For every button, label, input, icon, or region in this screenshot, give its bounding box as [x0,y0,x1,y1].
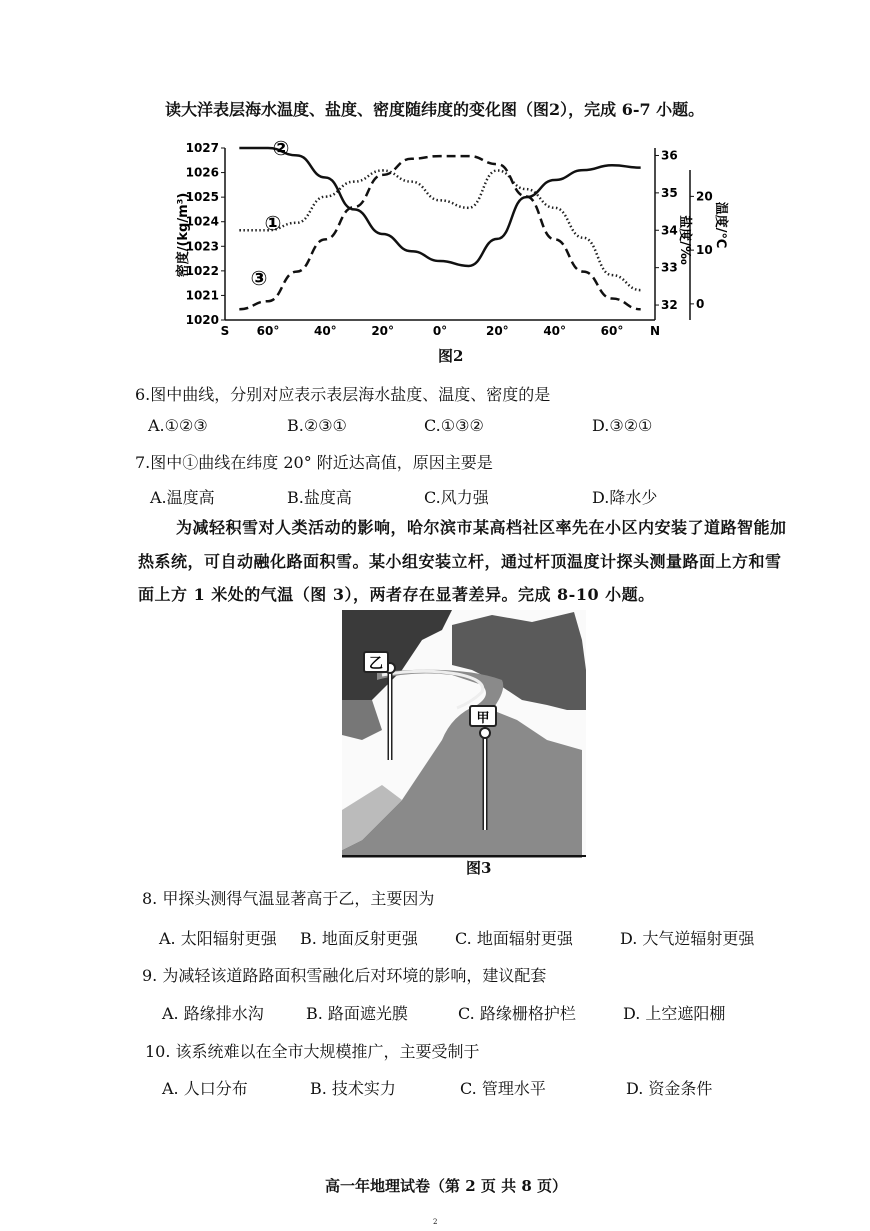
q7-option-a[interactable]: A.温度高 [150,488,215,507]
figure3-caption: 图3 [466,859,492,877]
figure2-chart [165,130,728,345]
x-tick-label: 40° [313,324,337,338]
salinity-tick-label: 32 [661,298,678,313]
density-axis-label: 密度/(kg/m³) [176,192,191,278]
x-tick-label: 20° [371,324,395,338]
salinity-tick-label: 33 [661,260,678,275]
question-8-stem: 8. 甲探头测得气温显著高于乙，主要因为 [142,889,435,908]
q8-option-b[interactable]: B. 地面反射更强 [300,929,418,948]
q7-option-d[interactable]: D.降水少 [592,488,658,507]
x-tick-label: 40° [543,324,567,338]
figure2-caption: 图2 [438,347,464,365]
q9-option-c[interactable]: C. 路缘栅格护栏 [458,1004,576,1023]
q7-option-b[interactable]: B.盐度高 [287,488,352,507]
salinity-tick-label: 34 [661,223,678,238]
q10-option-a[interactable]: A. 人口分布 [162,1079,248,1098]
salinity-tick-label: 35 [661,185,678,200]
page-footer: 高一年地理试卷（第 2 页 共 8 页） [325,1177,567,1195]
intro-question-6-7: 读大洋表层海水温度、盐度、密度随纬度的变化图（图2），完成 6-7 小题。 [165,100,705,119]
curve-label-3: ③ [250,266,268,290]
q10-option-c[interactable]: C. 管理水平 [460,1079,546,1098]
temperature-tick-label: 10 [696,243,713,258]
page-mark: 2 [433,1218,438,1226]
q9-option-a[interactable]: A. 路缘排水沟 [162,1004,264,1023]
question-9-stem: 9. 为减轻该道路路面积雪融化后对环境的影响，建议配套 [142,966,547,985]
salinity-tick-label: 36 [661,148,678,163]
density-tick-label: 1023 [185,239,219,254]
q10-option-b[interactable]: B. 技术实力 [310,1079,396,1098]
q6-option-a[interactable]: A.①②③ [148,416,208,435]
q9-option-b[interactable]: B. 路面遮光膜 [306,1004,408,1023]
salinity-axis-label: 盐度/‰ [677,215,692,265]
density-tick-label: 1020 [185,313,219,327]
density-tick-label: 1025 [185,190,219,205]
curve-label-1: ① [264,211,282,235]
density-tick-label: 1021 [185,288,219,303]
q7-option-c[interactable]: C.风力强 [424,488,489,507]
x-tick-label: 20° [485,324,509,338]
q6-option-c[interactable]: C.①③② [424,416,484,435]
intro-paragraph-line-3: 面上方 1 米处的气温（图 3），两者存在显著差异。完成 8-10 小题。 [138,585,655,604]
q9-option-d[interactable]: D. 上空遮阳棚 [623,1004,726,1023]
probe-jia [480,728,490,738]
density-tick-label: 1024 [185,214,219,229]
density-tick-label: 1026 [185,165,219,180]
density-tick-label: 1022 [185,263,219,278]
x-tick-label: 60° [256,324,280,338]
question-7-stem: 7.图中①曲线在纬度 20° 附近达高值，原因主要是 [135,453,493,472]
temperature-tick-label: 0 [696,296,705,311]
label-jia: 甲 [476,711,490,726]
figure3-illustration [342,610,586,858]
question-6-stem: 6.图中曲线，分别对应表示表层海水盐度、温度、密度的是 [135,385,551,404]
density-tick-label: 1027 [185,141,219,155]
q8-option-a[interactable]: A. 太阳辐射更强 [159,929,277,948]
intro-paragraph-line-1: 为减轻积雪对人类活动的影响，哈尔滨市某高档社区率先在小区内安装了道路智能加 [176,518,787,537]
x-tick-label: 60° [600,324,624,338]
curve-label-2: ② [272,136,290,160]
intro-paragraph-line-2: 热系统，可自动融化路面积雪。某小组安装立杆，通过杆顶温度计探头测量路面上方和雪 [138,552,782,571]
label-yi: 乙 [369,656,383,672]
x-tick-label: N [649,324,661,338]
q6-option-d[interactable]: D.③②① [592,416,653,435]
curve-2-density [239,148,640,266]
question-10-stem: 10. 该系统难以在全市大规模推广，主要受制于 [145,1042,480,1061]
q6-option-b[interactable]: B.②③① [287,416,347,435]
x-tick-label: S [220,324,230,338]
q8-option-d[interactable]: D. 大气逆辐射更强 [620,929,755,948]
x-tick-label: 0° [432,324,448,338]
temperature-tick-label: 20 [696,189,713,204]
q8-option-c[interactable]: C. 地面辐射更强 [455,929,573,948]
q10-option-d[interactable]: D. 资金条件 [626,1079,713,1098]
curve-3-temperature [239,156,640,309]
temperature-axis-label: 温度/℃ [713,201,728,249]
